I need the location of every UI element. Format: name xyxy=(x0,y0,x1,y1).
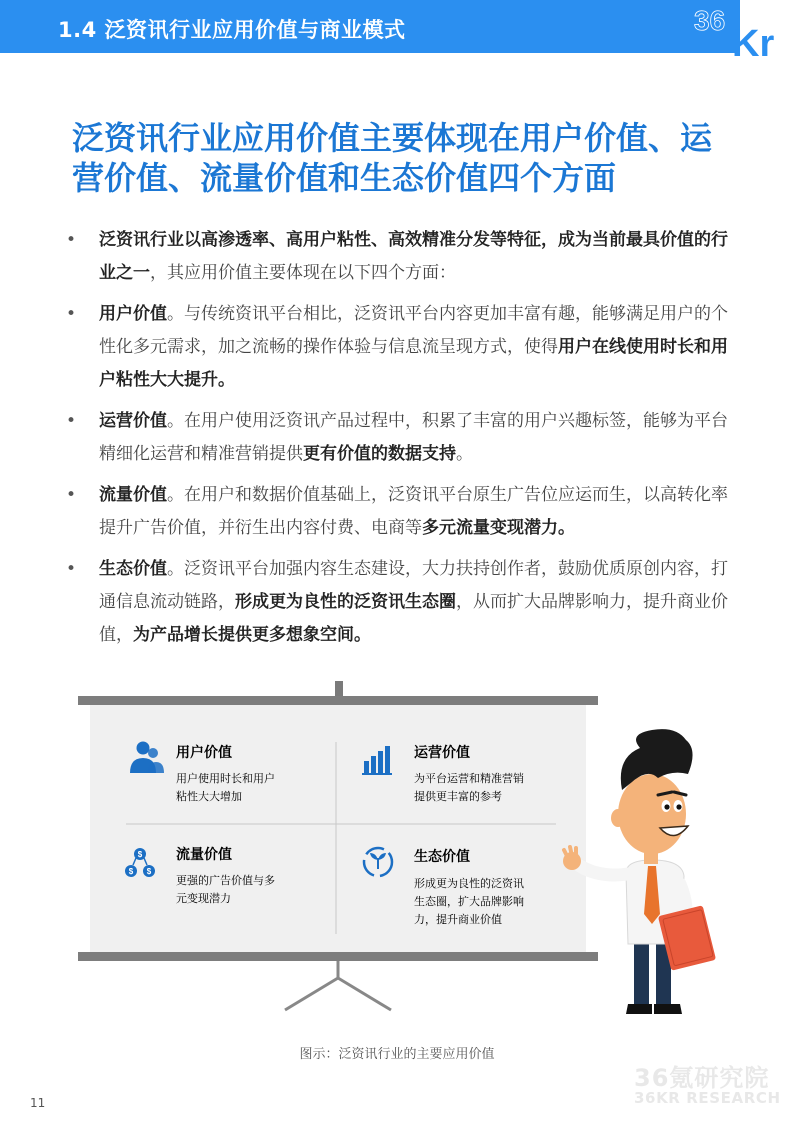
card-eco-title: 生态价值 xyxy=(414,849,470,865)
bullet-text-bold: 流量价值 xyxy=(99,485,167,505)
main-heading-line2: 营价值、流量价值和生态价值四个方面 xyxy=(72,159,617,197)
card-eco-desc-line2: 生态圈，扩大品牌影响 xyxy=(414,895,524,908)
bullet-marker: • xyxy=(66,485,77,505)
main-heading-line1: 泛资讯行业应用价值主要体现在用户价值、运 xyxy=(72,119,713,157)
svg-text:$: $ xyxy=(146,867,152,876)
bullet-item xyxy=(64,553,728,652)
presentation-board-figure xyxy=(60,678,750,1018)
bullet-text: 。在用户和数据价值基础上，泛资讯平台原生广告位应运而生，以高转化率提升广告价值，并衍生出内容付费、电商等 xyxy=(99,485,728,538)
svg-text:36: 36 xyxy=(694,5,726,36)
card-ops-desc-line2: 提供更丰富的参考 xyxy=(414,790,502,803)
brand-logo xyxy=(694,0,794,58)
bullet-marker: • xyxy=(66,559,77,579)
bullet-item xyxy=(64,298,728,397)
bullet-text: 。泛资讯平台加强内容生态建设，大力扶持创作者，鼓励优质原创内容，打通信息流动链路， xyxy=(99,559,728,612)
card-traffic-desc-line1: 更强的广告价值与多 xyxy=(176,874,275,887)
bullet-text-bold: 多元流量变现潜力。 xyxy=(422,518,575,538)
card-ops-title: 运营价值 xyxy=(414,745,470,761)
bullet-text: 。与传统资讯平台相比，泛资讯平台内容更加丰富有趣，能够满足用户的个性化多元需求，加之流畅的操作体验与信息流呈现方式，使得 xyxy=(99,304,728,357)
card-user-desc-line2: 粘性大大增加 xyxy=(176,790,242,803)
bullet-marker: • xyxy=(66,411,77,431)
board-screen xyxy=(90,705,586,953)
bullet-item xyxy=(64,405,728,471)
bullet-text-bold: 为产品增长提供更多想象空间。 xyxy=(133,625,371,645)
bullet-text: 。在用户使用泛资讯产品过程中，积累了丰富的用户兴趣标签，能够为平台精细化运营和精准营销提供 xyxy=(99,411,728,464)
card-ops-desc-line1: 为平台运营和精准营销 xyxy=(414,772,524,785)
bullet-marker: • xyxy=(66,230,77,250)
card-user-title: 用户价值 xyxy=(176,745,232,761)
board-stand-leg-right xyxy=(338,978,391,1010)
bullet-text-bold: 形成更为良性的泛资讯生态圈 xyxy=(235,592,456,612)
svg-text:$: $ xyxy=(128,867,134,876)
board-top-rail xyxy=(78,696,598,705)
page-number: 11 xyxy=(30,1096,46,1110)
bullet-text-bold: 泛资讯行业以高渗透率、高用户粘性、高效精准分发等特征，成为当前最具价值的行业之一 xyxy=(99,230,728,283)
bullet-list xyxy=(64,224,728,660)
card-traffic-title: 流量价值 xyxy=(176,847,232,863)
bullet-text: ，其应用价值主要体现在以下四个方面： xyxy=(150,263,456,283)
card-eco-desc-line1: 形成更为良性的泛资讯 xyxy=(414,877,524,890)
board-stand-leg-left xyxy=(285,978,338,1010)
main-heading xyxy=(72,118,732,198)
bullet-text-bold: 更有价值的数据支持 xyxy=(303,444,456,464)
figure-caption: 图示：泛资讯行业的主要应用价值 xyxy=(299,1047,495,1062)
board-bottom-rail xyxy=(78,952,598,961)
card-traffic-desc-line2: 元变现潜力 xyxy=(176,892,231,905)
bullet-text-bold: 用户价值 xyxy=(99,304,167,324)
svg-text:$: $ xyxy=(137,850,143,859)
bullet-item xyxy=(64,479,728,545)
card-user-desc-line1: 用户使用时长和用户 xyxy=(176,772,275,785)
board-hook xyxy=(335,681,343,697)
bullet-item xyxy=(64,224,728,290)
bullet-text-bold: 运营价值 xyxy=(99,411,167,431)
watermark-research-cn: 36氪研究院 xyxy=(634,1064,770,1092)
card-eco-desc-line3: 力，提升商业价值 xyxy=(414,913,502,926)
bullet-text-bold: 生态价值 xyxy=(99,559,167,579)
bullet-text: 。 xyxy=(456,444,473,464)
watermark-research-en: 36KR RESEARCH xyxy=(634,1089,781,1107)
bullet-marker: • xyxy=(66,304,77,324)
svg-text:Kr: Kr xyxy=(732,23,775,58)
section-title: 1.4 泛资讯行业应用价值与商业模式 xyxy=(58,18,406,42)
header-bar xyxy=(0,0,740,53)
bullet-text-bold: 用户在线使用时长和用户粘性大大提升。 xyxy=(99,337,728,390)
bullet-text: ，从而扩大品牌影响力，提升商业价值， xyxy=(99,592,728,645)
